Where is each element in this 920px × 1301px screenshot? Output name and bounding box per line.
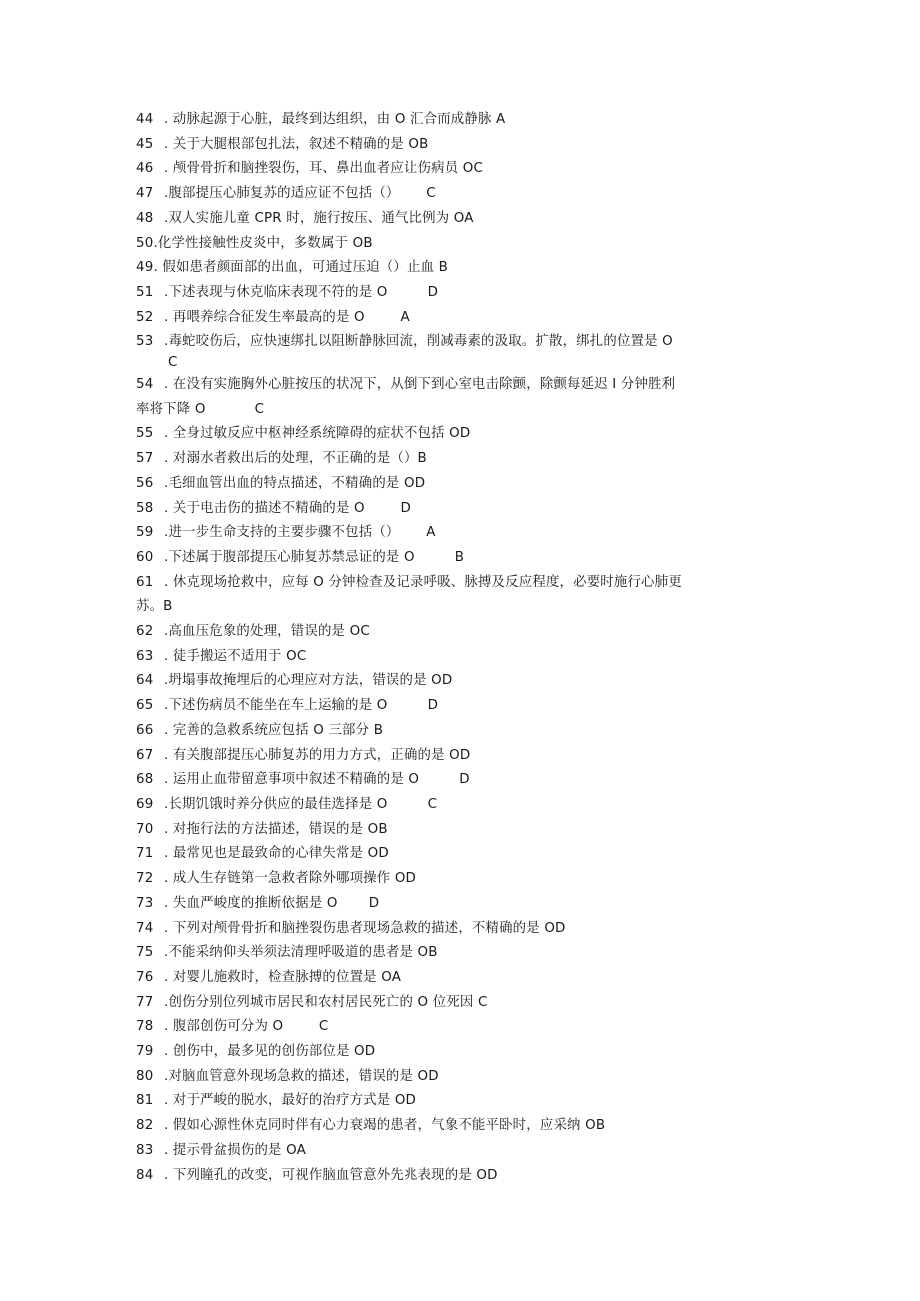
item-continuation: 率将下降 O C xyxy=(136,401,265,417)
item-text: . 关于大腿根部包扎法，叙述不精确的是 OB xyxy=(164,136,429,152)
item-text: . 动脉起源于心脏，最终到达组织，由 O 汇合而成静脉 A xyxy=(164,112,506,127)
item-number: 73 xyxy=(136,895,154,911)
item-number: 48 xyxy=(136,210,154,226)
item-number: 63 xyxy=(136,648,154,664)
item-number: 72 xyxy=(136,871,154,887)
list-item xyxy=(136,330,766,355)
list-item xyxy=(136,306,766,331)
item-text: .腹部提压心肺复苏的适应证不包括（） C xyxy=(164,186,436,202)
list-item xyxy=(136,917,766,942)
list-item xyxy=(136,744,766,769)
list-item xyxy=(136,447,766,472)
item-number: 77 xyxy=(136,994,154,1010)
item-text: . 完善的急救系统应包括 O 三部分 B xyxy=(164,722,384,738)
list-item xyxy=(136,966,766,991)
list-item xyxy=(136,521,766,546)
item-number: 56 xyxy=(136,475,154,491)
item-text: .长期饥饿时养分供应的最佳选择是 O C xyxy=(164,796,438,812)
item-number: 54 xyxy=(136,377,154,393)
item-text: 50.化学性接触性皮炎中，多数属于 OB xyxy=(136,235,373,251)
item-text: . 下列瞳孔的改变，可视作脑血管意外先兆表现的是 OD xyxy=(164,1167,498,1183)
item-text: .创伤分别位列城市居民和农村居民死亡的 O 位死因 C xyxy=(164,994,488,1010)
item-text: . 最常见也是最致命的心律失常是 OD xyxy=(164,846,389,862)
list-item xyxy=(136,867,766,892)
list-item xyxy=(136,472,766,497)
item-text: . 成人生存链第一急救者除外哪项操作 OD xyxy=(164,871,417,887)
item-number: 65 xyxy=(136,698,154,714)
list-item xyxy=(136,157,766,182)
list-item xyxy=(136,108,766,133)
item-number: 44 xyxy=(136,112,154,127)
list-item xyxy=(136,182,766,207)
item-number: 59 xyxy=(136,525,154,541)
item-text: .下述伤病员不能坐在车上运输的是 O D xyxy=(164,698,439,714)
item-number: 62 xyxy=(136,624,154,640)
item-text: . 有关腹部提压心肺复苏的用力方式，正确的是 OD xyxy=(164,747,471,763)
list-item xyxy=(136,669,766,694)
list-item xyxy=(136,232,766,257)
item-text: .坍塌事故掩埋后的心理应对方法，错误的是 OD xyxy=(164,673,453,689)
item-text: 49. 假如患者颜面部的出血，可通过压迫（）止血 B xyxy=(136,260,449,276)
list-item xyxy=(136,818,766,843)
item-number: 53 xyxy=(136,334,154,350)
item-text: . 徒手搬运不适用于 OC xyxy=(164,648,307,664)
item-number: 68 xyxy=(136,772,154,788)
list-item xyxy=(136,768,766,793)
list-item xyxy=(136,645,766,670)
item-text: . 再喂养综合征发生率最高的是 O A xyxy=(164,309,410,325)
item-text: . 全身过敏反应中枢神经系统障碍的症状不包括 OD xyxy=(164,426,471,442)
item-number: 60 xyxy=(136,549,154,565)
item-text: . 关于电击伤的描述不精确的是 O D xyxy=(164,500,411,516)
item-text: . 对拖行法的方法描述，错误的是 OB xyxy=(164,821,388,837)
list-item xyxy=(136,497,766,522)
item-number: 74 xyxy=(136,920,154,936)
item-number: 47 xyxy=(136,186,154,202)
item-number: 76 xyxy=(136,969,154,985)
item-number: 52 xyxy=(136,309,154,325)
item-number: 82 xyxy=(136,1118,154,1134)
list-item xyxy=(136,793,766,818)
item-text: .不能采纳仰头举须法清理呼吸道的患者是 OB xyxy=(164,945,438,961)
list-item xyxy=(136,1114,766,1139)
item-text: . 颅骨骨折和脑挫裂伤，耳、鼻出血者应让伤病员 OC xyxy=(164,161,484,177)
list-item xyxy=(136,207,766,232)
question-list xyxy=(136,108,766,1188)
item-number: 70 xyxy=(136,821,154,837)
item-text: . 腹部创伤可分为 O C xyxy=(164,1019,329,1035)
item-number: 64 xyxy=(136,673,154,689)
item-text: .下述表现与休克临床表现不符的是 O D xyxy=(164,284,439,300)
item-number: 58 xyxy=(136,500,154,516)
item-continuation: 苏。B xyxy=(136,599,173,615)
item-text: .毛细血管出血的特点描述，不精确的是 OD xyxy=(164,475,426,491)
item-text: .双人实施儿童 CPR 时，施行按压、通气比例为 OA xyxy=(164,210,474,226)
item-continuation: C xyxy=(168,355,178,371)
item-text: . 休克现场抢救中，应每 O 分钟检查及记录呼吸、脉搏及反应程度，必要时施行心肺更 xyxy=(164,574,682,590)
item-text: .毒蛇咬伤后，应快速绑扎以阻断静脉回流，削减毒素的汲取。扩散，绑扎的位置是 O xyxy=(164,334,673,350)
item-text: . 运用止血带留意事项中叙述不精确的是 O D xyxy=(164,772,470,788)
list-item xyxy=(136,422,766,447)
list-item xyxy=(136,1015,766,1040)
list-item xyxy=(136,571,766,596)
item-number: 46 xyxy=(136,161,154,177)
item-text: . 对于严峻的脱水，最好的治疗方式是 OD xyxy=(164,1093,417,1109)
item-number: 83 xyxy=(136,1142,154,1158)
item-text: .进一步生命支持的主要步骤不包括（） A xyxy=(164,525,436,541)
list-item xyxy=(136,256,766,281)
list-item xyxy=(136,941,766,966)
list-item xyxy=(136,546,766,571)
item-text: . 假如心源性休克同时伴有心力衰竭的患者，气象不能平卧时，应采纳 OB xyxy=(164,1118,606,1134)
item-number: 81 xyxy=(136,1093,154,1109)
list-item xyxy=(136,620,766,645)
item-number: 51 xyxy=(136,284,154,300)
item-text: . 对婴儿施救时，检查脉搏的位置是 OA xyxy=(164,969,402,985)
item-text: . 失血严峻度的推断依据是 O D xyxy=(164,895,380,911)
item-number: 55 xyxy=(136,426,154,442)
list-item xyxy=(136,892,766,917)
item-number: 66 xyxy=(136,722,154,738)
item-number: 57 xyxy=(136,451,154,467)
item-text: . 在没有实施胸外心脏按压的状况下，从倒下到心室电击除颤，除颤每延迟 I 分钟胜利 xyxy=(164,377,676,393)
item-number: 69 xyxy=(136,796,154,812)
list-item xyxy=(136,991,766,1016)
item-number: 71 xyxy=(136,846,154,862)
list-item xyxy=(136,133,766,158)
item-text: .高血压危象的处理，错误的是 OC xyxy=(164,624,370,640)
list-item xyxy=(136,1164,766,1189)
item-number: 80 xyxy=(136,1068,154,1084)
item-number: 45 xyxy=(136,136,154,152)
item-number: 67 xyxy=(136,747,154,763)
item-number: 84 xyxy=(136,1167,154,1183)
item-text: . 创伤中，最多见的创伤部位是 OD xyxy=(164,1044,376,1060)
item-number: 61 xyxy=(136,574,154,590)
item-number: 79 xyxy=(136,1044,154,1060)
item-text: . 下列对颅骨骨折和脑挫裂伤患者现场急救的描述，不精确的是 OD xyxy=(164,920,566,936)
list-item xyxy=(136,1089,766,1114)
list-item xyxy=(136,1065,766,1090)
item-text: .下述属于腹部提压心肺复苏禁忌证的是 O B xyxy=(164,549,465,565)
list-item xyxy=(136,281,766,306)
item-text: . 提示骨盆损伤的是 OA xyxy=(164,1142,306,1158)
list-item xyxy=(136,842,766,867)
list-item xyxy=(136,719,766,744)
list-item xyxy=(136,1040,766,1065)
item-number: 78 xyxy=(136,1019,154,1035)
item-number: 75 xyxy=(136,945,154,961)
list-item xyxy=(136,373,766,398)
list-item xyxy=(136,694,766,719)
list-item xyxy=(136,1139,766,1164)
item-text: . 对溺水者救出后的处理，不正确的是（）B xyxy=(164,451,427,467)
item-text: .对脑血管意外现场急救的描述，错误的是 OD xyxy=(164,1068,439,1084)
